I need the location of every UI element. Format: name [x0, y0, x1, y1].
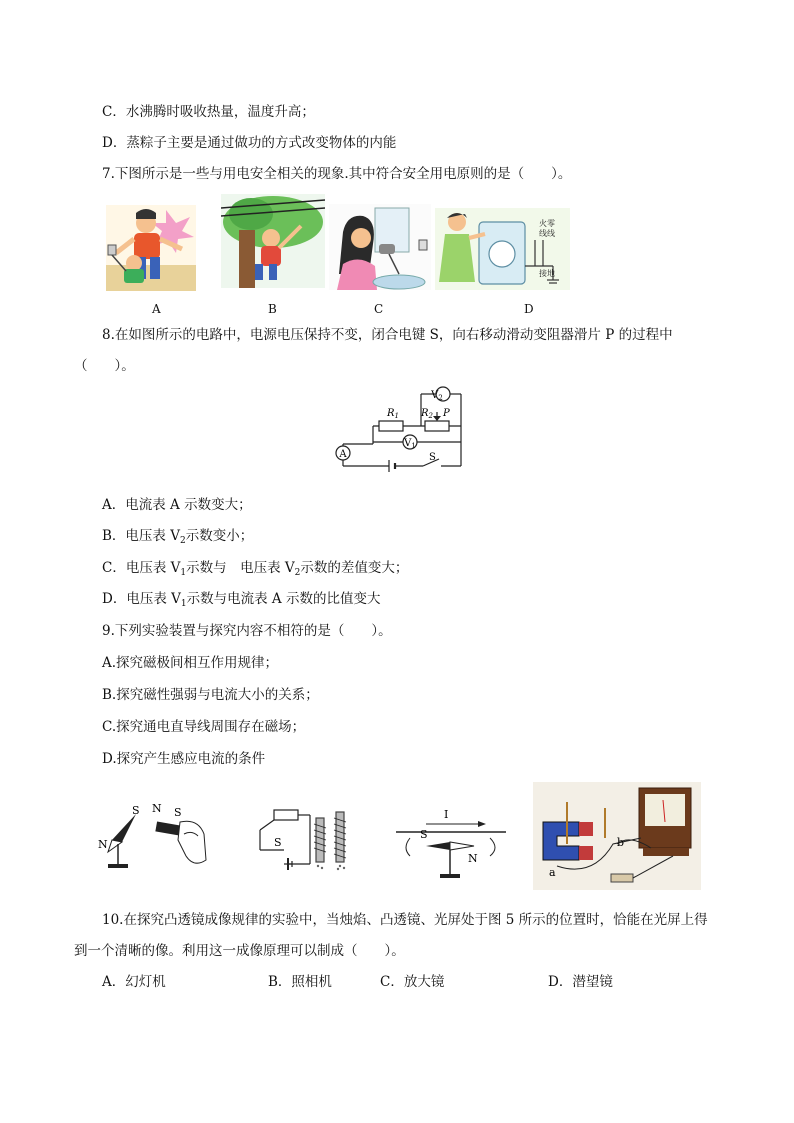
- q7-label-a: A: [152, 302, 161, 316]
- q8-option-d: D．电压表 $V_1$示数与电流表 A 示数的比值变大: [102, 591, 381, 609]
- svg-text:N: N: [152, 802, 162, 815]
- svg-text:A: A: [339, 449, 347, 460]
- q6-option-d: D．蒸粽子主要是通过做功的方式改变物体的内能: [102, 135, 397, 151]
- q7-label-c: C: [374, 302, 384, 316]
- q9-figure-induction: [533, 782, 701, 890]
- q10-option-a: A．幻灯机: [102, 974, 166, 990]
- q10-option-d: D．潜望镜: [548, 974, 613, 990]
- q9-figure-magnet-compass: [94, 800, 214, 878]
- svg-text:S: S: [274, 836, 282, 849]
- svg-text:V1: $V_1$: [404, 438, 416, 450]
- q9-option-d: D.探究产生感应电流的条件: [102, 751, 266, 767]
- q9-option-b: B.探究磁性强弱与电流大小的关系；: [102, 687, 319, 703]
- svg-text:N: N: [98, 838, 108, 851]
- svg-text:R2: $R_2$: [421, 408, 433, 420]
- q8-circuit-diagram: [331, 386, 465, 472]
- svg-text:N: N: [468, 852, 478, 865]
- svg-text:S: S: [174, 806, 182, 819]
- svg-text:a: a: [549, 866, 556, 879]
- q8-option-a: A．电流表 A 示数变大；: [102, 497, 252, 513]
- q10-option-b: B．照相机: [268, 974, 332, 990]
- svg-text:S: S: [420, 828, 428, 841]
- q8-stem-line1: 8.在如图所示的电路中，电源电压保持不变，闭合电键 S，向右移动滑动变阻器滑片 P 的过程中: [102, 327, 673, 343]
- q7-figure-a: [106, 205, 196, 291]
- q7-figure-c: [329, 204, 431, 290]
- q8-option-c: C．电压表 $V_1$示数与 电压表 $V_2$示数的差值变大；: [102, 560, 409, 578]
- q9-option-a: A.探究磁极间相互作用规律；: [102, 655, 279, 671]
- sign-wire: 线线: [539, 229, 555, 238]
- svg-text:P: P: [443, 408, 450, 419]
- svg-text:b: b: [617, 836, 625, 849]
- q9-option-c: C.探究通电直导线周围存在磁场；: [102, 719, 306, 735]
- svg-text:I: I: [444, 808, 449, 821]
- q6-option-c: C．水沸腾时吸收热量，温度升高；: [102, 104, 315, 120]
- sign-ground: 接地: [539, 269, 555, 278]
- q9-figure-oersted: [396, 808, 508, 884]
- q7-figure-b: [221, 194, 325, 288]
- q10-stem-line2: 到一个清晰的像。利用这一成像原理可以制成（ ）。: [74, 943, 405, 959]
- q7-figure-d: [435, 208, 570, 290]
- q10-option-c: C．放大镜: [380, 974, 445, 990]
- q9-stem: 9.下列实验装置与探究内容不相符的是（ ）。: [102, 623, 392, 639]
- q7-label-b: B: [268, 302, 277, 316]
- svg-text:S: S: [132, 804, 140, 817]
- svg-text:V2: $V_2$: [431, 390, 443, 402]
- q7-stem: 7.下图所示是一些与用电安全相关的现象.其中符合安全用电原则的是（ ）。: [102, 166, 572, 182]
- q9-figure-electromagnet: [244, 800, 360, 878]
- sign-fire-neutral: 火零: [539, 219, 555, 228]
- svg-text:S: S: [429, 452, 436, 463]
- q7-label-d: D: [524, 302, 534, 316]
- q8-stem-line2: （ ）。: [74, 358, 135, 374]
- q10-stem-line1: 10.在探究凸透镜成像规律的实验中，当烛焰、凸透镜、光屏处于图 5 所示的位置时，恰能在光屏上得: [102, 912, 708, 928]
- svg-text:R1: $R_1$: [387, 408, 399, 420]
- q8-option-b: B．电压表 $V_2$示数变小；: [102, 528, 254, 546]
